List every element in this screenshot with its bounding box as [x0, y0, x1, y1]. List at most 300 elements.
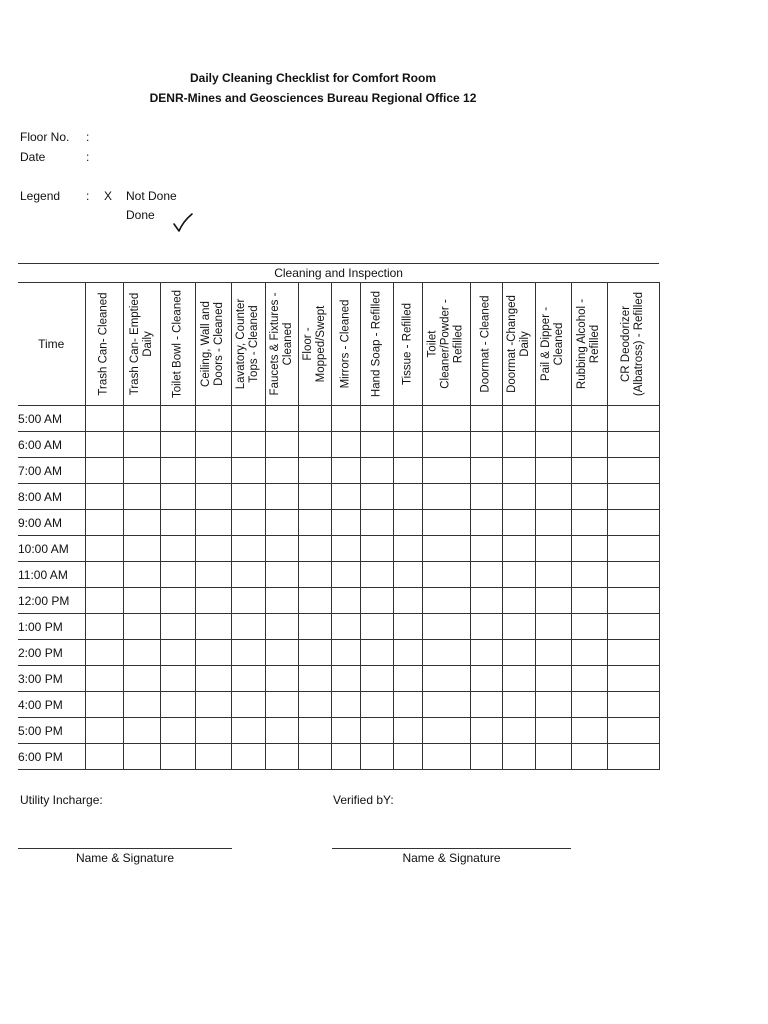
table-row [18, 692, 659, 718]
checklist-cell[interactable] [195, 484, 231, 510]
checklist-cell[interactable] [422, 666, 470, 692]
checklist-cell[interactable] [535, 458, 571, 484]
signature-line-utility[interactable] [18, 848, 232, 849]
checklist-cell[interactable] [331, 458, 360, 484]
checklist-cell[interactable] [195, 640, 231, 666]
checklist-cell[interactable] [393, 614, 422, 640]
checklist-cell[interactable] [231, 406, 265, 432]
column-header [123, 283, 160, 406]
checklist-cell[interactable] [123, 692, 160, 718]
checklist-cell[interactable] [123, 614, 160, 640]
checklist-cell[interactable] [298, 640, 331, 666]
checklist-cell[interactable] [607, 562, 659, 588]
checklist-cell[interactable] [571, 692, 607, 718]
checklist-cell[interactable] [535, 588, 571, 614]
column-header-label: Ceiling, Wall and Doors - Cleaned [200, 301, 225, 387]
checklist-cell[interactable] [231, 536, 265, 562]
checklist-cell[interactable] [393, 718, 422, 744]
checklist-cell[interactable] [231, 562, 265, 588]
checklist-cell[interactable] [195, 718, 231, 744]
checklist-cell[interactable] [360, 536, 393, 562]
checklist-cell[interactable] [502, 536, 535, 562]
checklist-cell[interactable] [422, 614, 470, 640]
checklist-cell[interactable] [160, 536, 195, 562]
column-header-label: Trash Can- Emptied Daily [128, 292, 154, 396]
checklist-cell[interactable] [160, 718, 195, 744]
checklist-cell[interactable] [85, 588, 123, 614]
checklist-cell[interactable] [502, 484, 535, 510]
checklist-cell[interactable] [265, 432, 298, 458]
checklist-cell[interactable] [470, 744, 502, 770]
checklist-cell[interactable] [265, 588, 298, 614]
checklist-cell[interactable] [85, 640, 123, 666]
cleaning-table [18, 263, 660, 770]
checklist-cell[interactable] [298, 718, 331, 744]
checklist-cell[interactable] [231, 510, 265, 536]
checklist-cell[interactable] [422, 562, 470, 588]
checklist-cell[interactable] [607, 536, 659, 562]
checklist-cell[interactable] [571, 484, 607, 510]
checklist-cell[interactable] [160, 588, 195, 614]
checklist-cell[interactable] [470, 562, 502, 588]
checklist-cell[interactable] [360, 510, 393, 536]
column-header-label: Hand Soap - Refilled [370, 290, 382, 398]
checklist-cell[interactable] [502, 640, 535, 666]
time-cell: 12:00 PM [18, 588, 85, 614]
checklist-cell[interactable] [502, 588, 535, 614]
checklist-cell[interactable] [265, 406, 298, 432]
checklist-cell[interactable] [231, 432, 265, 458]
legend-done: Done [126, 208, 155, 222]
checklist-cell[interactable] [195, 432, 231, 458]
checklist-cell[interactable] [123, 406, 160, 432]
legend-label: Legend [20, 189, 61, 203]
checklist-cell[interactable] [502, 666, 535, 692]
column-header [422, 283, 470, 406]
column-header-label: Pail & Dipper - Cleaned [540, 306, 565, 382]
column-header [265, 283, 298, 406]
checklist-cell[interactable] [571, 614, 607, 640]
time-cell: 8:00 AM [18, 484, 85, 510]
checklist-cell[interactable] [422, 744, 470, 770]
checklist-cell[interactable] [331, 614, 360, 640]
checklist-cell[interactable] [331, 692, 360, 718]
checklist-cell[interactable] [195, 588, 231, 614]
checklist-cell[interactable] [571, 744, 607, 770]
checklist-cell[interactable] [535, 484, 571, 510]
checklist-cell[interactable] [195, 458, 231, 484]
checklist-cell[interactable] [571, 588, 607, 614]
column-header-label: Mirrors - Cleaned [339, 299, 351, 389]
checklist-cell[interactable] [160, 458, 195, 484]
checklist-cell[interactable] [231, 666, 265, 692]
checklist-cell[interactable] [571, 458, 607, 484]
checklist-cell[interactable] [470, 536, 502, 562]
checklist-cell[interactable] [360, 406, 393, 432]
checklist-cell[interactable] [470, 718, 502, 744]
checklist-cell[interactable] [195, 666, 231, 692]
checklist-cell[interactable] [331, 744, 360, 770]
checklist-cell[interactable] [331, 562, 360, 588]
table-row [18, 510, 659, 536]
checklist-cell[interactable] [535, 640, 571, 666]
checklist-cell[interactable] [571, 536, 607, 562]
checklist-cell[interactable] [123, 744, 160, 770]
column-header [331, 283, 360, 406]
checklist-cell[interactable] [470, 588, 502, 614]
checklist-cell[interactable] [231, 614, 265, 640]
checklist-cell[interactable] [231, 718, 265, 744]
checklist-cell[interactable] [607, 744, 659, 770]
checklist-cell[interactable] [393, 692, 422, 718]
checklist-cell[interactable] [470, 510, 502, 536]
checklist-cell[interactable] [160, 432, 195, 458]
checklist-cell[interactable] [607, 640, 659, 666]
checklist-cell[interactable] [123, 536, 160, 562]
column-header [195, 283, 231, 406]
checklist-cell[interactable] [470, 432, 502, 458]
checklist-cell[interactable] [422, 718, 470, 744]
checklist-cell[interactable] [195, 744, 231, 770]
checklist-cell[interactable] [422, 458, 470, 484]
checklist-cell[interactable] [360, 640, 393, 666]
checklist-cell[interactable] [265, 640, 298, 666]
checklist-cell[interactable] [231, 484, 265, 510]
checklist-cell[interactable] [502, 432, 535, 458]
checklist-cell[interactable] [360, 614, 393, 640]
name-signature-left: Name & Signature [75, 851, 175, 865]
checklist-cell[interactable] [422, 536, 470, 562]
checklist-cell[interactable] [360, 744, 393, 770]
column-header [231, 283, 265, 406]
date-colon: : [86, 150, 90, 164]
checklist-cell[interactable] [160, 406, 195, 432]
checklist-cell[interactable] [535, 510, 571, 536]
checklist-cell[interactable] [535, 406, 571, 432]
checklist-cell[interactable] [298, 588, 331, 614]
time-cell: 6:00 PM [18, 744, 85, 770]
legend-x-symbol: X [104, 189, 113, 203]
time-cell: 5:00 AM [18, 406, 85, 432]
checklist-cell[interactable] [85, 744, 123, 770]
table-row [18, 458, 659, 484]
column-header [502, 283, 535, 406]
checklist-cell[interactable] [607, 510, 659, 536]
column-header-label: Floor - Mopped/Swept [301, 305, 327, 383]
checklist-cell[interactable] [231, 744, 265, 770]
checklist-cell[interactable] [265, 744, 298, 770]
checklist-cell[interactable] [298, 510, 331, 536]
legend-not-done: Not Done [126, 189, 177, 203]
checklist-cell[interactable] [393, 536, 422, 562]
checklist-cell[interactable] [607, 484, 659, 510]
checklist-cell[interactable] [360, 484, 393, 510]
checklist-cell[interactable] [571, 666, 607, 692]
checklist-cell[interactable] [160, 744, 195, 770]
checklist-cell[interactable] [360, 666, 393, 692]
table-row [18, 588, 659, 614]
checklist-cell[interactable] [85, 406, 123, 432]
checkmark-icon [172, 212, 194, 234]
checklist-cell[interactable] [607, 588, 659, 614]
checklist-cell[interactable] [265, 536, 298, 562]
checklist-cell[interactable] [535, 536, 571, 562]
checklist-cell[interactable] [331, 510, 360, 536]
time-cell: 9:00 AM [18, 510, 85, 536]
checklist-cell[interactable] [265, 510, 298, 536]
checklist-cell[interactable] [331, 536, 360, 562]
checklist-cell[interactable] [85, 562, 123, 588]
time-cell: 10:00 AM [18, 536, 85, 562]
checklist-cell[interactable] [607, 458, 659, 484]
checklist-cell[interactable] [393, 432, 422, 458]
utility-incharge-label: Utility Incharge: [20, 793, 103, 807]
time-cell: 3:00 PM [18, 666, 85, 692]
verified-by-label: Verified bY: [333, 793, 394, 807]
checklist-cell[interactable] [607, 666, 659, 692]
checklist-cell[interactable] [85, 510, 123, 536]
checklist-cell[interactable] [571, 718, 607, 744]
checklist-cell[interactable] [85, 614, 123, 640]
checklist-cell[interactable] [265, 666, 298, 692]
checklist-cell[interactable] [195, 510, 231, 536]
checklist-cell[interactable] [331, 718, 360, 744]
checklist-cell[interactable] [331, 588, 360, 614]
time-cell: 1:00 PM [18, 614, 85, 640]
checklist-cell[interactable] [298, 744, 331, 770]
floor-colon: : [86, 130, 90, 144]
time-cell: 2:00 PM [18, 640, 85, 666]
checklist-cell[interactable] [393, 588, 422, 614]
checklist-cell[interactable] [470, 614, 502, 640]
checklist-cell[interactable] [331, 406, 360, 432]
checklist-cell[interactable] [470, 692, 502, 718]
checklist-cell[interactable] [360, 718, 393, 744]
checklist-cell[interactable] [502, 692, 535, 718]
table-row [18, 406, 659, 432]
checklist-cell[interactable] [502, 458, 535, 484]
table-row [18, 484, 659, 510]
checklist-cell[interactable] [123, 640, 160, 666]
checklist-cell[interactable] [123, 718, 160, 744]
checklist-cell[interactable] [571, 640, 607, 666]
checklist-cell[interactable] [502, 744, 535, 770]
checklist-cell[interactable] [502, 562, 535, 588]
checklist-cell[interactable] [85, 458, 123, 484]
checklist-cell[interactable] [298, 692, 331, 718]
column-header [360, 283, 393, 406]
column-header-label: Doormat -Changed Daily [505, 295, 531, 393]
checklist-cell[interactable] [393, 510, 422, 536]
checklist-cell[interactable] [393, 458, 422, 484]
column-header [535, 283, 571, 406]
checklist-cell[interactable] [360, 458, 393, 484]
checklist-cell[interactable] [535, 666, 571, 692]
checklist-cell[interactable] [607, 718, 659, 744]
column-header-label: Lavatory, Counter Tops - Cleaned [235, 298, 260, 390]
checklist-cell[interactable] [265, 718, 298, 744]
checklist-cell[interactable] [298, 484, 331, 510]
checklist-cell[interactable] [85, 432, 123, 458]
checklist-cell[interactable] [393, 562, 422, 588]
checklist-cell[interactable] [422, 406, 470, 432]
checklist-cell[interactable] [571, 510, 607, 536]
checklist-cell[interactable] [160, 562, 195, 588]
checklist-cell[interactable] [470, 484, 502, 510]
table-row [18, 614, 659, 640]
checklist-cell[interactable] [160, 614, 195, 640]
checklist-cell[interactable] [123, 458, 160, 484]
checklist-cell[interactable] [195, 692, 231, 718]
table-row [18, 536, 659, 562]
checklist-cell[interactable] [160, 484, 195, 510]
checklist-cell[interactable] [422, 640, 470, 666]
checklist-cell[interactable] [265, 562, 298, 588]
checklist-cell[interactable] [298, 536, 331, 562]
checklist-cell[interactable] [298, 614, 331, 640]
checklist-cell[interactable] [195, 536, 231, 562]
checklist-cell[interactable] [231, 588, 265, 614]
column-header-label: CR Deodorizer (Albatross) - Refilled [620, 291, 646, 397]
checklist-cell[interactable] [160, 510, 195, 536]
checklist-cell[interactable] [571, 432, 607, 458]
checklist-cell[interactable] [393, 666, 422, 692]
column-header [571, 283, 607, 406]
time-cell: 7:00 AM [18, 458, 85, 484]
checklist-cell[interactable] [535, 614, 571, 640]
checklist-cell[interactable] [470, 666, 502, 692]
checklist-cell[interactable] [393, 744, 422, 770]
time-cell: 5:00 PM [18, 718, 85, 744]
column-header-label: Faucets & Fixtures - Cleaned [268, 292, 294, 396]
checklist-cell[interactable] [535, 744, 571, 770]
document-subtitle: DENR-Mines and Geosciences Bureau Regional Office 12 [149, 91, 477, 105]
table-section-title: Cleaning and Inspection [18, 264, 659, 283]
time-cell: 6:00 AM [18, 432, 85, 458]
checklist-cell[interactable] [571, 406, 607, 432]
checklist-cell[interactable] [360, 588, 393, 614]
column-header [470, 283, 502, 406]
checklist-cell[interactable] [502, 406, 535, 432]
column-header [160, 283, 195, 406]
checklist-cell[interactable] [265, 614, 298, 640]
time-cell: 11:00 AM [18, 562, 85, 588]
column-header [298, 283, 331, 406]
time-column-header: Time [18, 283, 85, 406]
checklist-cell[interactable] [265, 458, 298, 484]
checklist-cell[interactable] [607, 406, 659, 432]
checklist-cell[interactable] [422, 510, 470, 536]
checklist-cell[interactable] [422, 484, 470, 510]
checklist-cell[interactable] [195, 406, 231, 432]
checklist-cell[interactable] [422, 588, 470, 614]
table-row [18, 640, 659, 666]
checklist-cell[interactable] [393, 484, 422, 510]
checklist-cell[interactable] [422, 692, 470, 718]
checklist-cell[interactable] [160, 692, 195, 718]
checklist-cell[interactable] [422, 432, 470, 458]
checklist-cell[interactable] [85, 484, 123, 510]
checklist-cell[interactable] [123, 562, 160, 588]
checklist-cell[interactable] [231, 458, 265, 484]
checklist-cell[interactable] [535, 562, 571, 588]
checklist-cell[interactable] [123, 666, 160, 692]
checklist-cell[interactable] [85, 536, 123, 562]
floor-label: Floor No. [20, 130, 70, 144]
checklist-cell[interactable] [535, 718, 571, 744]
checklist-cell[interactable] [502, 510, 535, 536]
checklist-cell[interactable] [195, 614, 231, 640]
checklist-cell[interactable] [360, 562, 393, 588]
checklist-cell[interactable] [331, 484, 360, 510]
checklist-cell[interactable] [470, 640, 502, 666]
checklist-cell[interactable] [360, 432, 393, 458]
checklist-cell[interactable] [607, 432, 659, 458]
checklist-cell[interactable] [360, 692, 393, 718]
checklist-cell[interactable] [231, 640, 265, 666]
column-header [607, 283, 659, 406]
legend-colon: : [86, 189, 90, 203]
checklist-cell[interactable] [298, 458, 331, 484]
column-header-label: Doormat - Cleaned [479, 295, 492, 393]
checklist-cell[interactable] [331, 432, 360, 458]
checklist-cell[interactable] [298, 562, 331, 588]
checklist-cell[interactable] [123, 588, 160, 614]
checklist-cell[interactable] [123, 484, 160, 510]
checklist-cell[interactable] [535, 432, 571, 458]
checklist-cell[interactable] [535, 692, 571, 718]
checklist-cell[interactable] [231, 692, 265, 718]
checklist-cell[interactable] [85, 666, 123, 692]
checklist-cell[interactable] [298, 666, 331, 692]
column-header [85, 283, 123, 406]
checklist-cell[interactable] [265, 692, 298, 718]
signature-line-verifier[interactable] [332, 848, 571, 849]
table-row [18, 718, 659, 744]
checklist-cell[interactable] [470, 458, 502, 484]
checklist-cell[interactable] [160, 640, 195, 666]
checklist-cell[interactable] [160, 666, 195, 692]
column-header-label: Toilet Cleaner/Powder - Refilled [426, 299, 465, 389]
checklist-cell[interactable] [331, 640, 360, 666]
checklist-cell[interactable] [393, 406, 422, 432]
checklist-cell[interactable] [607, 692, 659, 718]
checklist-cell[interactable] [393, 640, 422, 666]
checklist-cell[interactable] [298, 432, 331, 458]
checklist-cell[interactable] [123, 510, 160, 536]
column-header-label: Toilet Bowl - Cleaned [171, 289, 183, 399]
column-header-label: Rubbing Alcohol - Refilled [576, 298, 601, 390]
checklist-cell[interactable] [571, 562, 607, 588]
checklist-cell[interactable] [502, 614, 535, 640]
document-title: Daily Cleaning Checklist for Comfort Room [189, 71, 437, 85]
checklist-cell[interactable] [331, 666, 360, 692]
checklist-cell[interactable] [85, 718, 123, 744]
table-row [18, 432, 659, 458]
table-row [18, 562, 659, 588]
checklist-cell[interactable] [502, 718, 535, 744]
column-header [393, 283, 422, 406]
checklist-cell[interactable] [123, 432, 160, 458]
checklist-cell[interactable] [607, 614, 659, 640]
table-row [18, 744, 659, 770]
checklist-cell[interactable] [85, 692, 123, 718]
checklist-cell[interactable] [195, 562, 231, 588]
column-header-label: Trash Can- Cleaned [97, 292, 110, 396]
checklist-cell[interactable] [265, 484, 298, 510]
checklist-cell[interactable] [298, 406, 331, 432]
checklist-cell[interactable] [470, 406, 502, 432]
